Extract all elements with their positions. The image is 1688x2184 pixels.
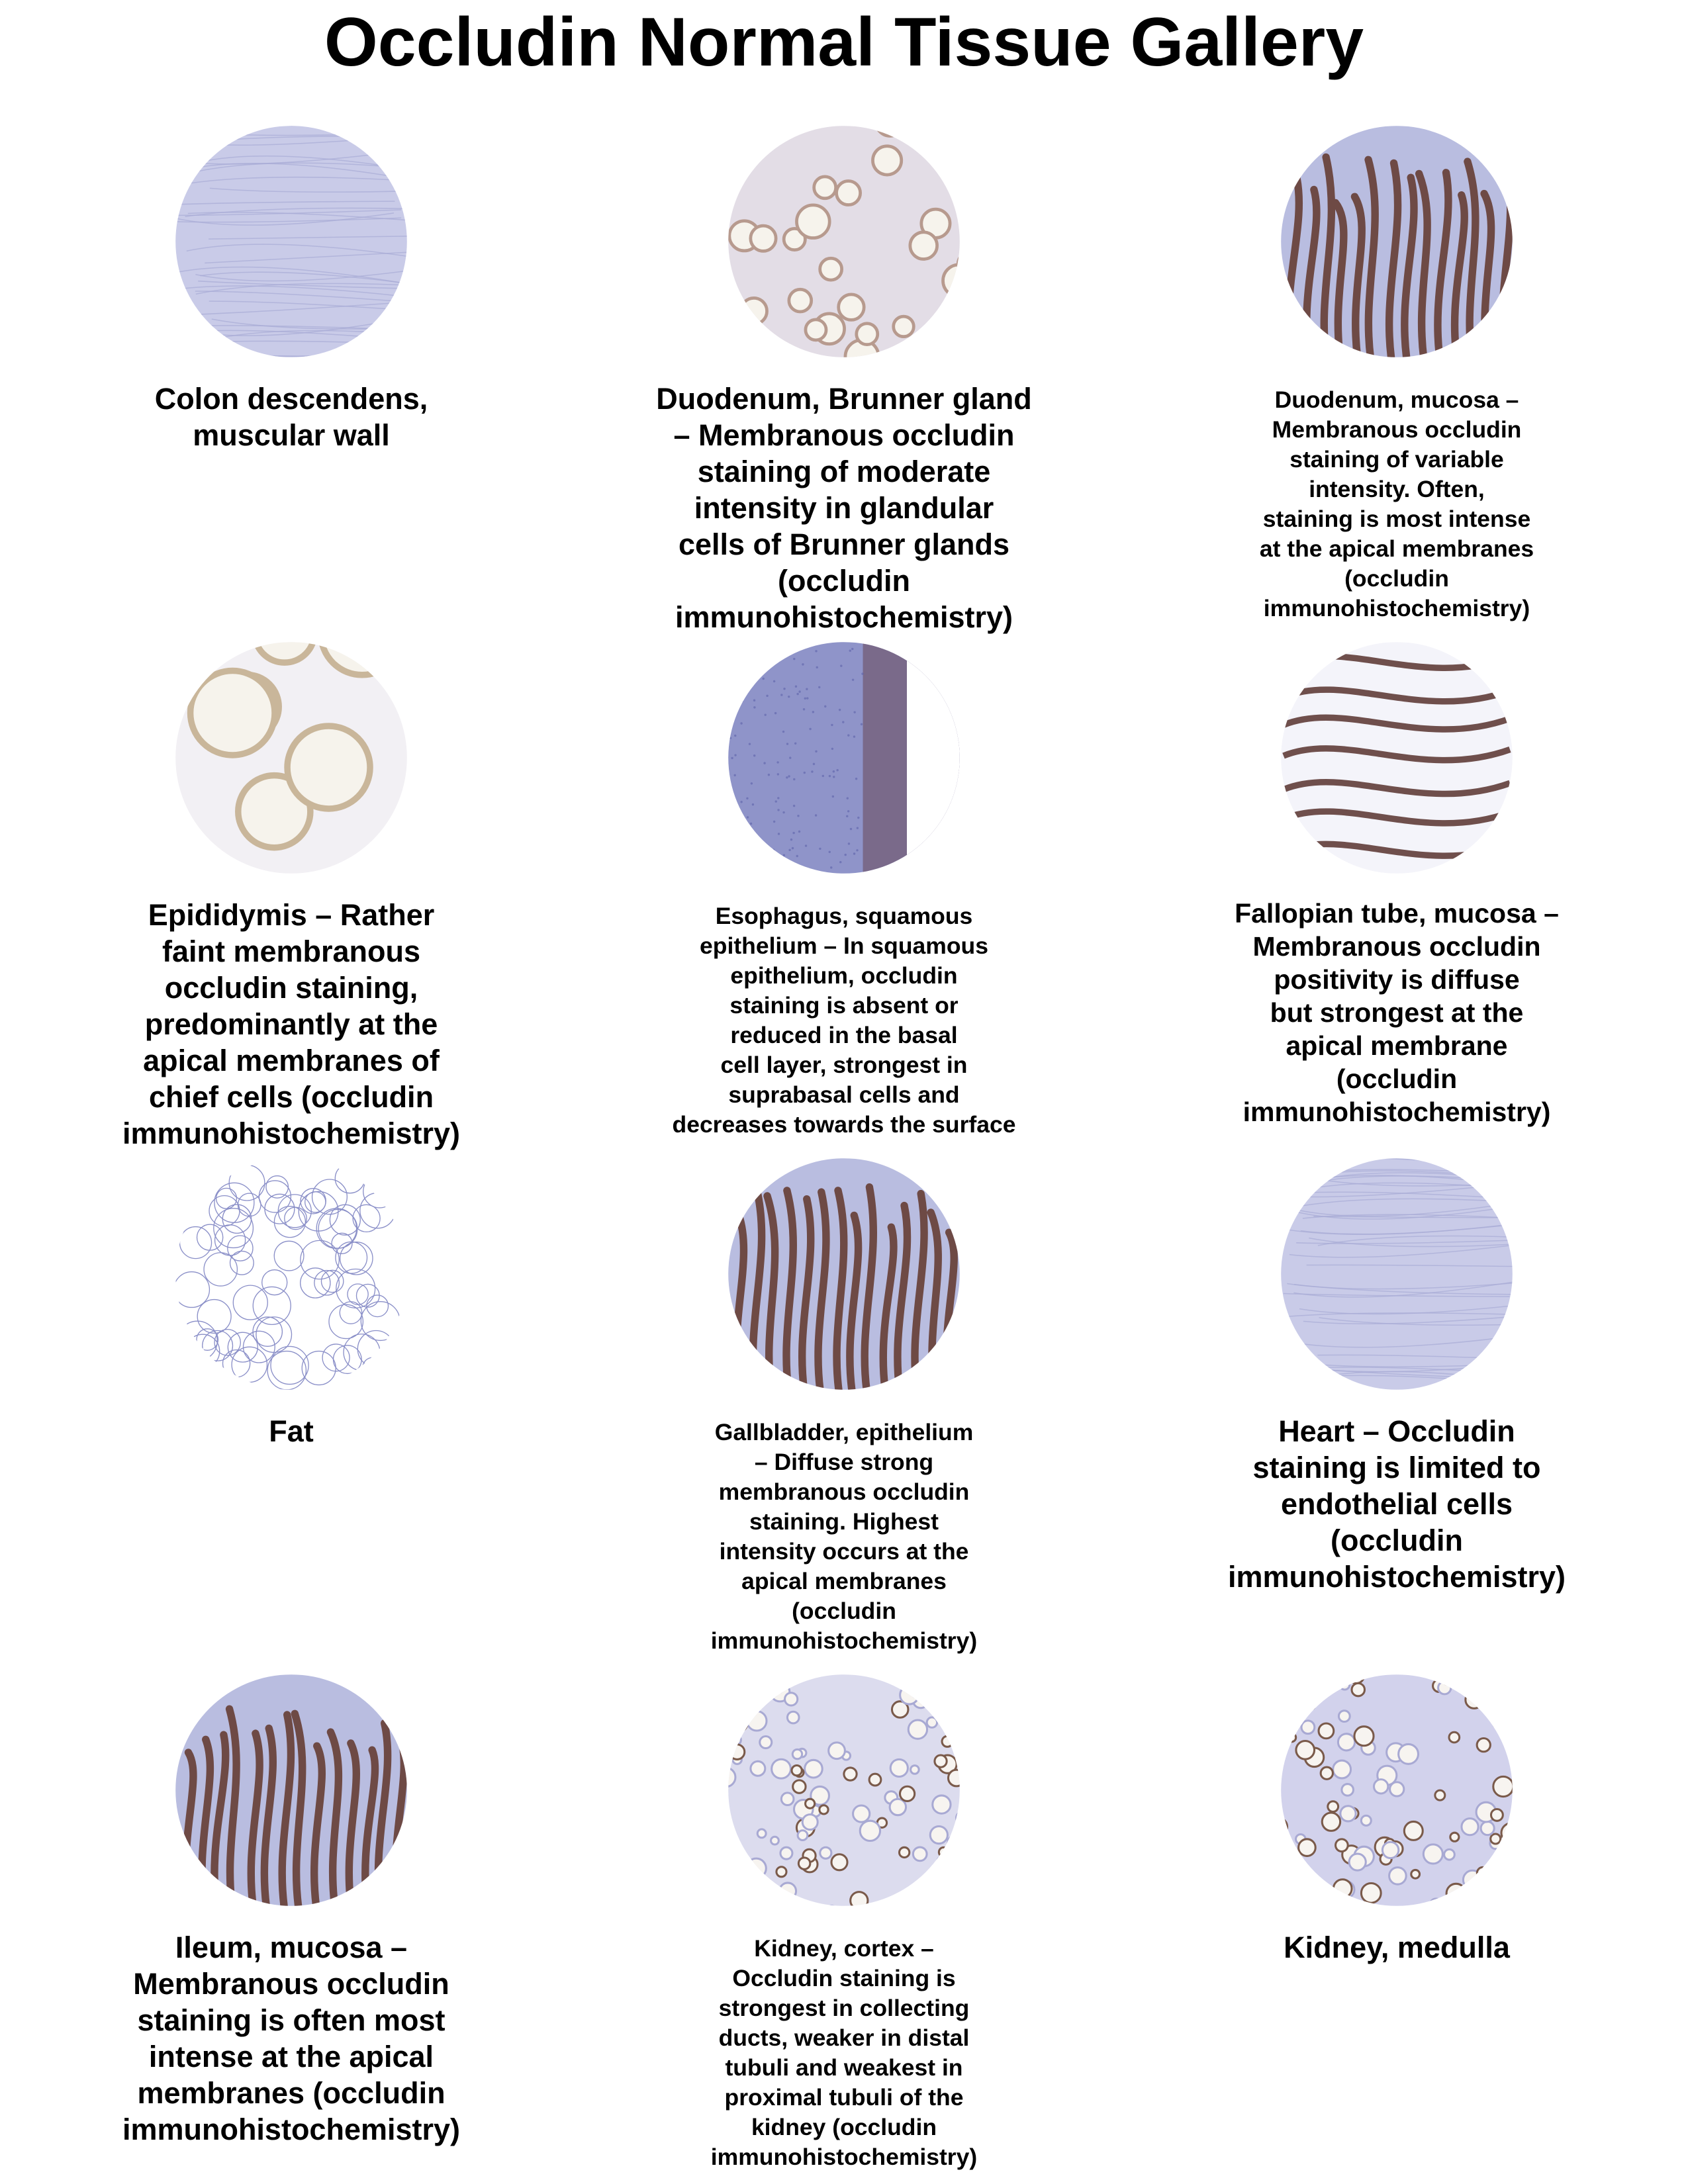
tissue-image-kidney-medulla bbox=[1271, 1664, 1523, 1916]
caption-line: reduced in the basal bbox=[730, 1022, 958, 1048]
tissue-core-svg bbox=[718, 1664, 970, 1916]
caption-line: immunohistochemistry) bbox=[1227, 1560, 1566, 1594]
caption-kidney-cortex bbox=[579, 1934, 1109, 2172]
caption-line: ducts, weaker in distal bbox=[718, 2025, 970, 2051]
caption-line: Esophagus, squamous bbox=[715, 903, 973, 929]
caption-line: Membranous occludin bbox=[1252, 931, 1541, 962]
caption-line: immunohistochemistry) bbox=[1243, 1097, 1551, 1127]
caption-kidney-medulla bbox=[1132, 1929, 1662, 1966]
tissue-core-svg bbox=[718, 116, 970, 367]
caption-line: (occludin bbox=[1336, 1064, 1458, 1094]
caption-line: immunohistochemistry) bbox=[122, 1116, 461, 1150]
caption-line: suprabasal cells and bbox=[728, 1081, 960, 1108]
caption-line: muscular wall bbox=[193, 418, 390, 452]
caption-colon bbox=[26, 381, 556, 453]
tissue-core-svg bbox=[1271, 632, 1523, 884]
caption-line: epithelium, occludin bbox=[730, 962, 958, 989]
caption-heart bbox=[1132, 1413, 1662, 1595]
tissue-image-heart bbox=[1271, 1148, 1523, 1400]
caption-line: Fat bbox=[269, 1414, 314, 1448]
caption-line: predominantly at the bbox=[144, 1007, 438, 1041]
caption-line: apical membranes bbox=[741, 1568, 947, 1594]
tissue-core-svg bbox=[165, 1148, 417, 1400]
caption-line: cells of Brunner glands bbox=[678, 527, 1010, 561]
caption-line: at the apical membranes bbox=[1259, 535, 1534, 562]
tissue-core-svg bbox=[165, 1664, 417, 1916]
caption-line: Colon descendens, bbox=[154, 382, 428, 416]
caption-line: immunohistochemistry) bbox=[122, 2113, 461, 2146]
tissue-image-esophagus bbox=[718, 632, 970, 884]
caption-line: staining is limited to bbox=[1252, 1451, 1541, 1484]
caption-line: strongest in collecting bbox=[718, 1995, 970, 2021]
caption-line: staining. Highest bbox=[749, 1508, 939, 1535]
caption-line: Kidney, cortex – bbox=[754, 1935, 934, 1962]
caption-line: decreases towards the surface bbox=[672, 1111, 1016, 1138]
caption-line: positivity is diffuse bbox=[1274, 964, 1520, 995]
page-title: Occludin Normal Tissue Gallery bbox=[324, 4, 1364, 81]
caption-duodenum-brunner bbox=[579, 381, 1109, 635]
caption-line: immunohistochemistry) bbox=[710, 1627, 978, 1654]
caption-line: intensity. Often, bbox=[1309, 476, 1485, 502]
caption-line: apical membrane bbox=[1286, 1030, 1508, 1061]
caption-line: Occludin staining is bbox=[732, 1965, 956, 1991]
caption-line: Fallopian tube, mucosa – bbox=[1235, 898, 1559, 929]
caption-line: Membranous occludin bbox=[133, 1967, 449, 2001]
caption-line: staining is often most bbox=[137, 2003, 445, 2037]
caption-line: Epididymis – Rather bbox=[148, 898, 435, 932]
tissue-core-svg bbox=[1271, 1148, 1523, 1400]
caption-line: staining of variable bbox=[1289, 446, 1504, 473]
caption-esophagus bbox=[579, 901, 1109, 1140]
caption-line: kidney (occludin bbox=[751, 2114, 937, 2140]
caption-line: staining is most intense bbox=[1262, 506, 1531, 532]
caption-line: (occludin bbox=[778, 564, 910, 598]
tissue-image-fallopian bbox=[1271, 632, 1523, 884]
caption-line: intense at the apical bbox=[148, 2040, 434, 2073]
caption-line: faint membranous bbox=[162, 934, 421, 968]
caption-line: but strongest at the bbox=[1270, 997, 1524, 1028]
caption-line: apical membranes of bbox=[143, 1044, 440, 1077]
caption-line: membranes (occludin bbox=[137, 2076, 445, 2110]
caption-line: Gallbladder, epithelium bbox=[714, 1419, 974, 1445]
caption-duodenum-mucosa bbox=[1132, 385, 1662, 623]
tissue-image-epididymis bbox=[165, 632, 417, 884]
caption-ileum bbox=[26, 1929, 556, 2148]
caption-line: staining of moderate bbox=[697, 455, 991, 488]
caption-line: (occludin bbox=[1344, 565, 1449, 592]
tissue-image-kidney-cortex bbox=[718, 1664, 970, 1916]
tissue-core-svg bbox=[165, 116, 417, 367]
tissue-core-svg bbox=[718, 1148, 970, 1400]
caption-line: immunohistochemistry) bbox=[710, 2144, 978, 2170]
caption-line: epithelium – In squamous bbox=[700, 933, 988, 959]
tissue-image-duodenum-brunner bbox=[718, 116, 970, 367]
caption-line: Heart – Occludin bbox=[1278, 1414, 1515, 1448]
caption-line: (occludin bbox=[792, 1598, 896, 1624]
caption-line: immunohistochemistry) bbox=[675, 600, 1013, 634]
caption-line: – Diffuse strong bbox=[754, 1449, 934, 1475]
tissue-core-svg bbox=[1271, 116, 1523, 367]
tissue-core-svg bbox=[1271, 1664, 1523, 1916]
caption-line: cell layer, strongest in bbox=[720, 1052, 968, 1078]
caption-line: chief cells (occludin bbox=[148, 1080, 434, 1114]
caption-line: Duodenum, mucosa – bbox=[1274, 387, 1519, 413]
tissue-core-svg bbox=[165, 632, 417, 884]
tissue-image-colon bbox=[165, 116, 417, 367]
tissue-image-fat bbox=[165, 1148, 417, 1400]
caption-line: occludin staining, bbox=[164, 971, 418, 1005]
tissue-core-svg bbox=[718, 632, 970, 884]
caption-line: proximal tubuli of the bbox=[724, 2084, 964, 2111]
caption-line: Membranous occludin bbox=[1272, 416, 1522, 443]
caption-line: intensity occurs at the bbox=[719, 1538, 969, 1565]
caption-line: intensity in glandular bbox=[694, 491, 994, 525]
tissue-image-duodenum-mucosa bbox=[1271, 116, 1523, 367]
caption-line: immunohistochemistry) bbox=[1263, 595, 1530, 621]
caption-line: endothelial cells bbox=[1280, 1487, 1513, 1521]
caption-line: staining is absent or bbox=[729, 992, 959, 1019]
caption-line: Ileum, mucosa – bbox=[175, 1931, 408, 1964]
caption-epididymis bbox=[26, 897, 556, 1152]
tissue-image-gallbladder bbox=[718, 1148, 970, 1400]
caption-line: Kidney, medulla bbox=[1284, 1931, 1510, 1964]
caption-fat bbox=[26, 1413, 556, 1449]
caption-fallopian bbox=[1132, 897, 1662, 1128]
caption-line: membranous occludin bbox=[718, 1479, 970, 1505]
caption-line: (occludin bbox=[1331, 1524, 1463, 1557]
caption-line: – Membranous occludin bbox=[673, 418, 1015, 452]
caption-line: Duodenum, Brunner gland bbox=[656, 382, 1032, 416]
caption-gallbladder bbox=[579, 1418, 1109, 1656]
tissue-image-ileum bbox=[165, 1664, 417, 1916]
caption-line: tubuli and weakest in bbox=[725, 2054, 963, 2081]
